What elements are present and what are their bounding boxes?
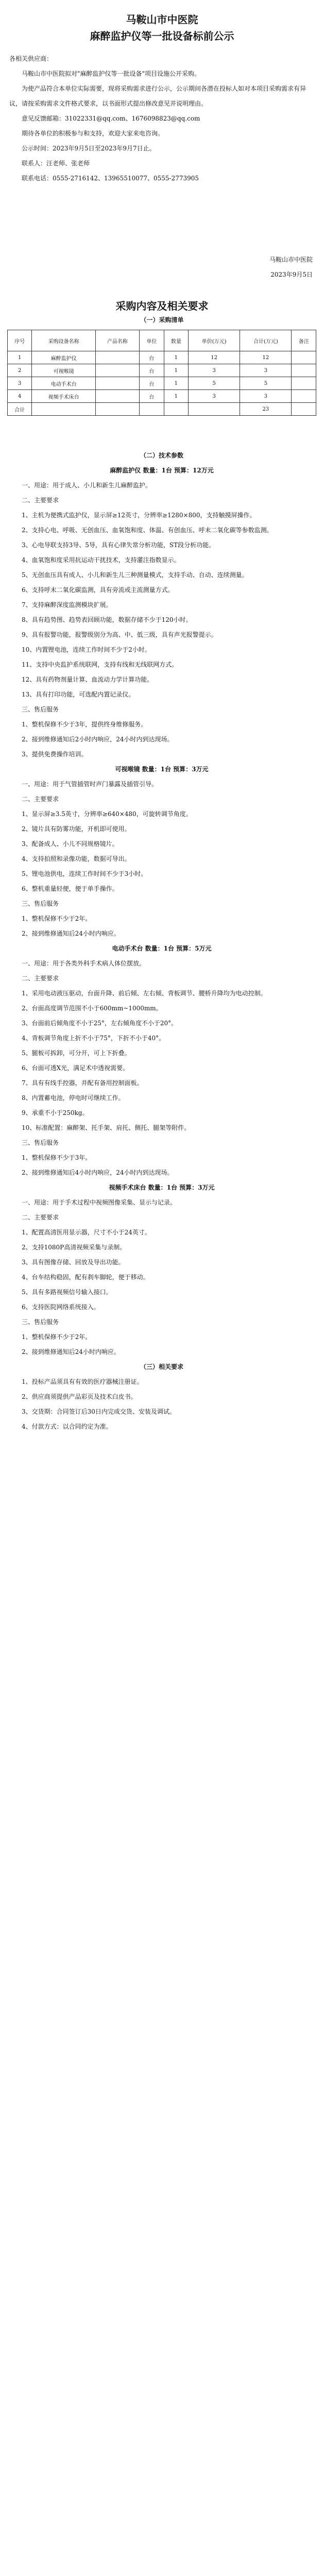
spec-line: 3、具有图像存储、回放及导出功能。	[22, 1259, 125, 1266]
table-cell: 合计	[8, 403, 32, 416]
spec-line: 1、整机保修不少于3年。	[22, 1154, 92, 1161]
table-cell: 3	[240, 364, 292, 377]
table-cell: 可视喉镜	[32, 364, 95, 377]
spec-line: 5、腿板可拆卸，可分开，可上下折叠。	[22, 1049, 131, 1057]
table-cell: 视频手术床台	[32, 390, 95, 403]
table-cell: 4	[8, 390, 32, 403]
other-line: 2、供应商须提供产品彩页及技术白皮书。	[22, 1393, 137, 1400]
other-title: （三）相关要求	[140, 1363, 183, 1370]
signature-org: 马鞍山市中医院	[269, 256, 313, 263]
intro-paragraph: 为使产品符合本单位实际需要，现将采购需求进行公示，公示期间各潜在投标人如对本项目采购需求有异议，请按采购需求文件格式要求，以书面形式提出修改意见并说明理由。	[9, 85, 306, 107]
spec-line: 一、用途：用于成人、小儿和新生儿麻醉监护。	[22, 482, 152, 489]
spec-line: 一、用途：用于气管插管时声门暴露及插管引导。	[22, 781, 158, 788]
spec-line: 二、主要要求	[22, 975, 59, 982]
table-cell: 1	[8, 351, 32, 364]
col-header: 采购设备名称	[32, 330, 95, 351]
col-header: 备注	[292, 330, 316, 351]
table-cell	[292, 390, 316, 403]
spec-line: 2、接到维修通知后24小时内响应。	[22, 1348, 120, 1355]
table-cell	[292, 364, 316, 377]
spec-line: 三、售后服务	[22, 706, 59, 713]
table-cell	[164, 403, 188, 416]
spec-line: 3、配备成人、小儿不同规格镜片。	[22, 840, 118, 848]
equipment-heading: 可视喉镜 数量：1台 预算：3万元	[115, 766, 209, 773]
spec-line: 6、支持呼末二氧化碳监测，具有旁流或主流测量方式。	[22, 586, 174, 594]
col-header: 合计(万元)	[240, 330, 292, 351]
spec-line: 1、采用电动液压驱动，台面升降、前后倾、左右倾、背板调节、腰桥升降均为电动控制。	[22, 990, 267, 997]
spec-line: 2、支持心电、呼吸、无创血压、血氧饱和度、体温、有创血压、呼末二氧化碳等参数监测。	[22, 527, 273, 534]
table-row	[8, 351, 316, 364]
table-cell	[292, 377, 316, 390]
other-line: 3、交货期：合同签订后30日内完成交货、安装及调试。	[22, 1408, 176, 1415]
table-cell	[95, 403, 139, 416]
table-row	[8, 390, 316, 403]
equipment-heading: 电动手术台 数量：1台 预算：5万元	[112, 945, 212, 952]
table-cell: 3	[189, 364, 240, 377]
spec-line: 二、主要要求	[22, 795, 59, 803]
hospital-title: 马鞍山市中医院	[126, 13, 198, 26]
table-cell: 1	[164, 351, 188, 364]
spec-line: 3、台面前后倾角度不小于25°，左右倾角度不小于20°。	[22, 1020, 178, 1027]
table-cell: 麻醉监护仪	[32, 351, 95, 364]
table-row	[8, 403, 316, 416]
spec-line: 6、台面可透X光，满足术中透视需要。	[22, 1064, 129, 1072]
equipment-heading: 视频手术床台 数量：1台 预算：3万元	[109, 1184, 215, 1191]
table-cell: 12	[189, 351, 240, 364]
spec-line: 3、心电导联支持3导、5导，具有心律失常分析功能，ST段分析功能。	[22, 541, 215, 549]
other-line: 4、付款方式：以合同约定为准。	[22, 1423, 112, 1430]
intro-paragraph: 期待各单位的积极参与和支持，欢迎大家来电咨询。	[22, 130, 164, 137]
spec-line: 2、台面高度调节范围不小于600mm~1000mm。	[22, 1005, 162, 1012]
table-cell	[189, 403, 240, 416]
spec-line: 10、标准配置：麻醉架、托手架、肩托、侧托、腿架等附件。	[22, 1124, 191, 1131]
equipment-heading: 麻醉监护仪 数量：1台 预算：12万元	[110, 467, 214, 474]
salutation: 各相关供应商：	[9, 55, 53, 62]
spec-line: 1、显示屏≥3.5英寸，分辨率≥640×480，可旋转调节角度。	[22, 810, 192, 818]
intro-paragraph: 马鞍山市中医院拟对"麻醉监护仪等一批设备"项目设施公开采购。	[22, 70, 201, 77]
table-cell	[140, 403, 164, 416]
table-cell: 台	[140, 390, 164, 403]
spec-line: 2、接到维修通知后4小时内响应，24小时内到达现场。	[22, 1169, 174, 1176]
spec-line: 三、售后服务	[22, 1139, 59, 1146]
intro-paragraph: 公示时间：2023年9月5日至2023年9月7日止。	[22, 145, 156, 152]
signature	[269, 252, 313, 282]
notice-title: 麻醉监护仪等一批设备标前公示	[90, 30, 234, 42]
col-header: 产品名称	[95, 330, 139, 351]
table-cell: 1	[164, 390, 188, 403]
table-cell	[95, 364, 139, 377]
spec-line: 二、主要要求	[22, 497, 59, 504]
table-cell	[95, 377, 139, 390]
spec-line: 1、整机保修不少于2年。	[22, 915, 92, 922]
spec-line: 一、用途：用于各类外科手术病人体位摆放。	[22, 960, 146, 967]
table-cell: 5	[240, 377, 292, 390]
table-cell: 1	[164, 364, 188, 377]
intro-email[interactable]: 意见反馈邮箱：31022331@qq.com、1676098823@qq.com	[22, 115, 200, 122]
spec-line: 3、提供免费操作培训。	[22, 751, 88, 758]
table-cell: 台	[140, 351, 164, 364]
spec-line: 2、接到维修通知后2小时内响应，24小时内到达现场。	[22, 736, 174, 743]
table-cell	[95, 351, 139, 364]
spec-line: 三、售后服务	[22, 1318, 59, 1326]
table-cell: 5	[189, 377, 240, 390]
table-row	[8, 377, 316, 390]
contact-phone: 联系电话：0555-2716142、13965510077、0555-2773905	[22, 175, 199, 182]
spec-line: 13、具有打印功能，可选配内置记录仪。	[22, 691, 135, 698]
spec-line: 2、镜片具有防雾功能，开机即可使用。	[22, 825, 131, 833]
spec-line: 12、具有药物剂量计算、血流动力学计算功能。	[22, 676, 154, 683]
contact-person: 联系人：汪老师、张老师	[22, 160, 90, 167]
spec-line: 一、用途：用于手术过程中视频图像采集、显示与记录。	[22, 1199, 177, 1206]
table-cell: 3	[189, 390, 240, 403]
table-cell	[95, 390, 139, 403]
list-title: （一）采购清单	[140, 316, 184, 324]
spec-line: 4、背板调节角度上折不小于75°，下折不小于40°。	[22, 1035, 165, 1042]
table-cell	[292, 351, 316, 364]
spec-line: 8、内置蓄电池，停电时可继续工作。	[22, 1094, 125, 1101]
col-header: 单位	[140, 330, 164, 351]
spec-line: 二、主要要求	[22, 1214, 59, 1221]
intro-section	[9, 52, 314, 186]
spec-line: 4、台车结构稳固，配有刹车脚轮，便于移动。	[22, 1274, 149, 1281]
spec-line: 5、无创血压具有成人、小儿和新生儿三种测量模式，支持手动、自动、连续测量。	[22, 571, 248, 579]
spec-line: 2、接到维修通知后24小时内响应。	[22, 930, 120, 937]
table-cell	[32, 403, 95, 416]
spec-line: 1、主机为便携式监护仪，显示屏≥12英寸，分辨率≥1280×800，支持触摸屏操作。	[22, 512, 256, 519]
spec-line: 1、配置高清医用显示器，尺寸不小于24英寸。	[22, 1229, 151, 1236]
spec-line: 5、锂电池供电，连续工作时间不少于3小时。	[22, 870, 147, 877]
spec-line: 9、具有报警功能，报警级别分为高、中、低三级，具有声光报警提示。	[22, 631, 217, 638]
table-cell: 台	[140, 377, 164, 390]
table-cell: 2	[8, 364, 32, 377]
col-header: 数量	[164, 330, 188, 351]
spec-line: 7、具有有线手控器，并配有备用控制面板。	[22, 1079, 143, 1087]
spec-line: 1、整机保修不少于3年，提供终身维修服务。	[22, 721, 147, 728]
spec-line: 1、整机保修不少于2年。	[22, 1333, 92, 1341]
spec-line: 6、整机重量轻便，便于单手操作。	[22, 885, 118, 892]
table-cell: 23	[240, 403, 292, 416]
section-title: 采购内容及相关要求	[115, 300, 209, 312]
table-cell: 台	[140, 364, 164, 377]
procurement-table	[7, 330, 316, 416]
spec-line: 5、具有多路视频信号输入接口。	[22, 1289, 112, 1296]
table-cell: 1	[164, 377, 188, 390]
table-row	[8, 364, 316, 377]
spec-line: 9、承重不小于250kg。	[22, 1109, 89, 1116]
col-header: 单价(万元)	[189, 330, 240, 351]
spec-line: 6、支持医院网络系统接入。	[22, 1303, 100, 1311]
spec-line: 10、内置锂电池，连续工作时间不少于2小时。	[22, 646, 151, 653]
spec-line: 2、支持1080P高清视频采集与录制。	[22, 1244, 126, 1251]
specs-section	[9, 448, 314, 1434]
table-header-row	[8, 330, 316, 351]
table-cell	[292, 403, 316, 416]
table-cell: 3	[240, 390, 292, 403]
signature-date: 2023年9月5日	[270, 271, 313, 278]
spec-line: 三、售后服务	[22, 900, 59, 907]
spec-line: 4、支持拍照和录像功能，数据可导出。	[22, 855, 131, 862]
spec-line: 11、支持中央监护系统联网，支持有线和无线联网方式。	[22, 661, 178, 668]
spec-line: 4、血氧饱和度采用抗运动干扰技术，支持灌注指数显示。	[22, 556, 180, 564]
table-cell: 3	[8, 377, 32, 390]
other-line: 1、投标产品须具有有效的医疗器械注册证。	[22, 1378, 143, 1385]
spec-line: 8、具有趋势图、趋势表回顾功能，数据存储不少于120小时。	[22, 616, 192, 623]
table-cell: 12	[240, 351, 292, 364]
col-header: 序号	[8, 330, 32, 351]
specs-title: （二）技术参数	[140, 452, 183, 459]
spec-line: 7、支持麻醉深度监测模块扩展。	[22, 601, 112, 608]
table-cell: 电动手术台	[32, 377, 95, 390]
